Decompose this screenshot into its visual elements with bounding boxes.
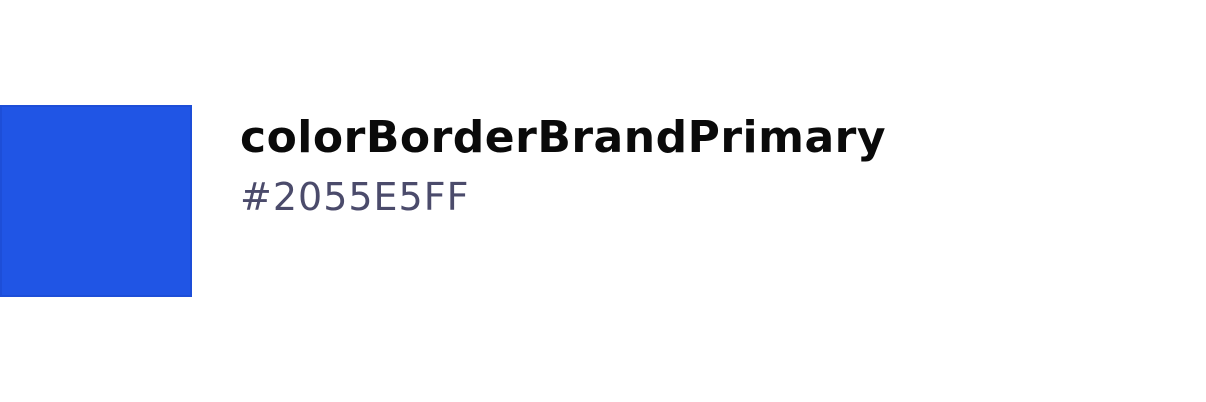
token-hex-value: #2055E5FF <box>240 175 470 219</box>
color-swatch <box>0 105 192 297</box>
token-info <box>240 108 886 222</box>
token-name: colorBorderBrandPrimary <box>240 112 887 163</box>
